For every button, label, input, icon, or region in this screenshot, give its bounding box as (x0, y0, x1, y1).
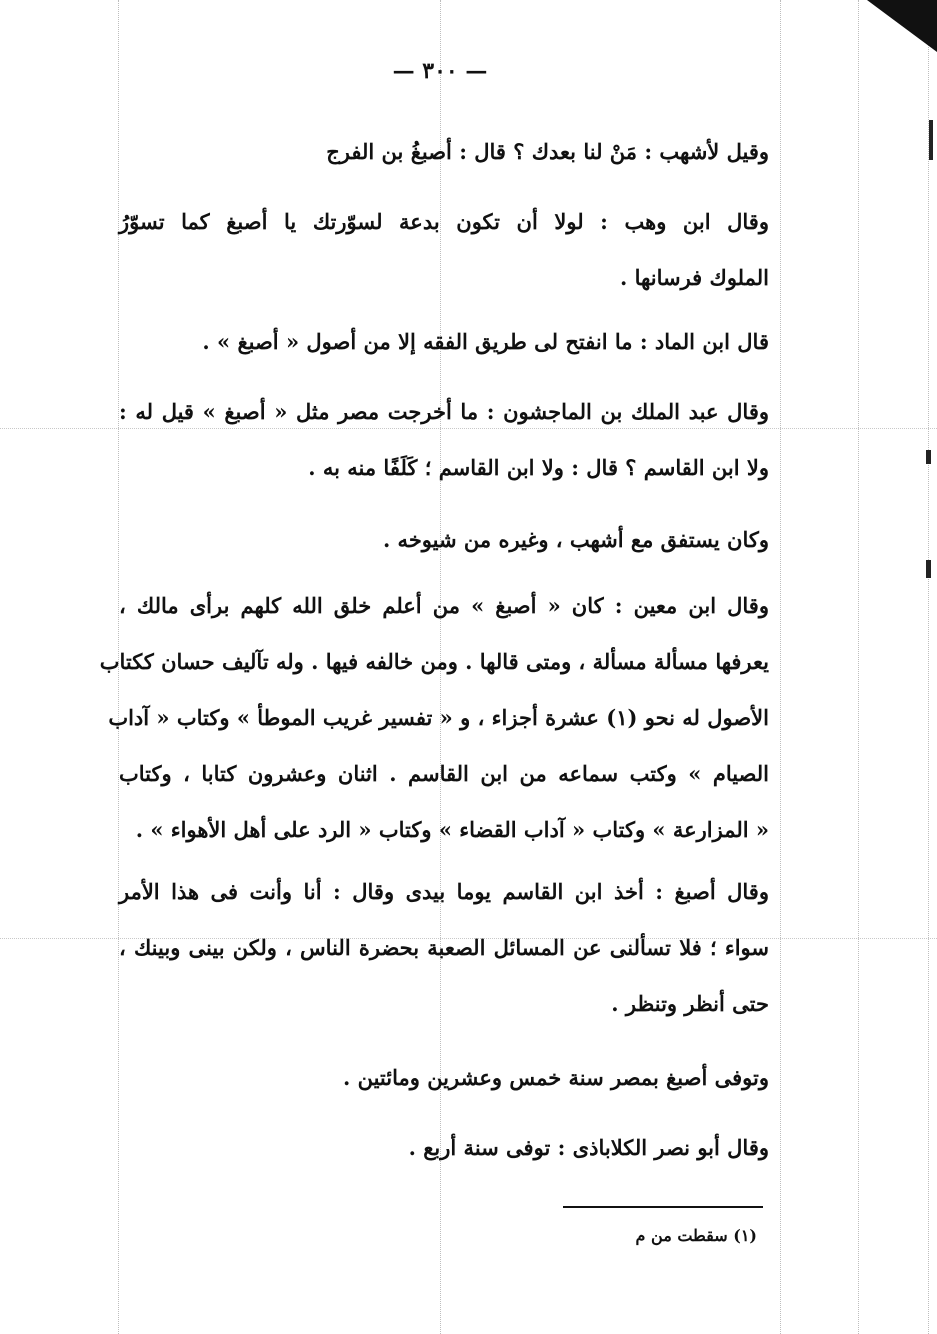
text-line: الملوك فرسانها . (620, 265, 769, 290)
text-line: وقال ابن وهب : لولا أن تكون بدعة لسوّرتك يا أصبغ كما تسوّرُ (119, 209, 769, 234)
paragraph (119, 314, 769, 370)
paragraph (119, 384, 769, 496)
text-line: الصيام » وكتب سماعه من ابن القاسم . اثنان وعشرون كتابا ، وكتاب (119, 761, 769, 786)
paragraph (119, 864, 769, 1032)
text-line: الأصول له نحو (١) عشرة أجزاء ، و « تفسير غريب الموطأ » وكتاب « آداب (108, 705, 769, 730)
text-line: يعرفها مسألة مسألة ، ومتى قالها . ومن خالفه فيها . وله تآليف حسان ككتاب (99, 649, 769, 674)
footnote: (١) سقطت من م (635, 1226, 757, 1245)
paragraph (119, 512, 769, 568)
paragraph (119, 1050, 769, 1106)
scan-edge-mark (929, 120, 933, 160)
text-line: حتى أنظر وتنظر . (611, 991, 769, 1016)
scan-guide-line (858, 0, 859, 1334)
paragraph (119, 1120, 769, 1176)
scan-guide-line (928, 0, 929, 1334)
text-line: وقال عبد الملك بن الماجشون : ما أخرجت مصر مثل « أصبغ » قيل له : (119, 399, 769, 424)
text-line: ولا ابن القاسم ؟ قال : ولا ابن القاسم ؛ كَلَفًا منه به . (308, 455, 769, 480)
text-line: وقيل لأشهب : مَنْ لنا بعدك ؟ قال : أصبغُ بن الفرج (326, 139, 769, 164)
scan-edge-mark (926, 560, 931, 578)
page-number: — ٣٠٠ — (392, 58, 488, 84)
scan-corner-mark (867, 0, 937, 52)
paragraph (119, 194, 769, 306)
text-line: وقال أبو نصر الكلاباذى : توفى سنة أربع . (408, 1135, 769, 1160)
scan-guide-line (780, 0, 781, 1334)
text-line: قال ابن الماد : ما انفتح لى طريق الفقه إلا من أصول « أصبغ » . (202, 329, 769, 354)
text-line: سواء ؛ فلا تسألنى عن المسائل الصعبة بحضرة الناس ، ولكن بينى وبينك ، (119, 935, 769, 960)
footnote-separator (563, 1206, 763, 1208)
text-line: وقال أصبغ : أخذ ابن القاسم يوما بيدى وقال : أنا وأنت فى هذا الأمر (119, 879, 769, 904)
text-line: « المزارعة » وكتاب « آداب القضاء » وكتاب « الرد على أهل الأهواء » . (135, 817, 769, 842)
paragraph (119, 124, 769, 180)
text-line: وتوفى أصبغ بمصر سنة خمس وعشرين ومائتين . (342, 1065, 769, 1090)
text-line: وكان يستفق مع أشهب ، وغيره من شيوخه . (382, 527, 769, 552)
scan-edge-mark (926, 450, 931, 464)
text-line: وقال ابن معين : كان « أصبغ » من أعلم خلق الله كلهم برأى مالك ، (119, 593, 769, 618)
paragraph (99, 578, 769, 858)
